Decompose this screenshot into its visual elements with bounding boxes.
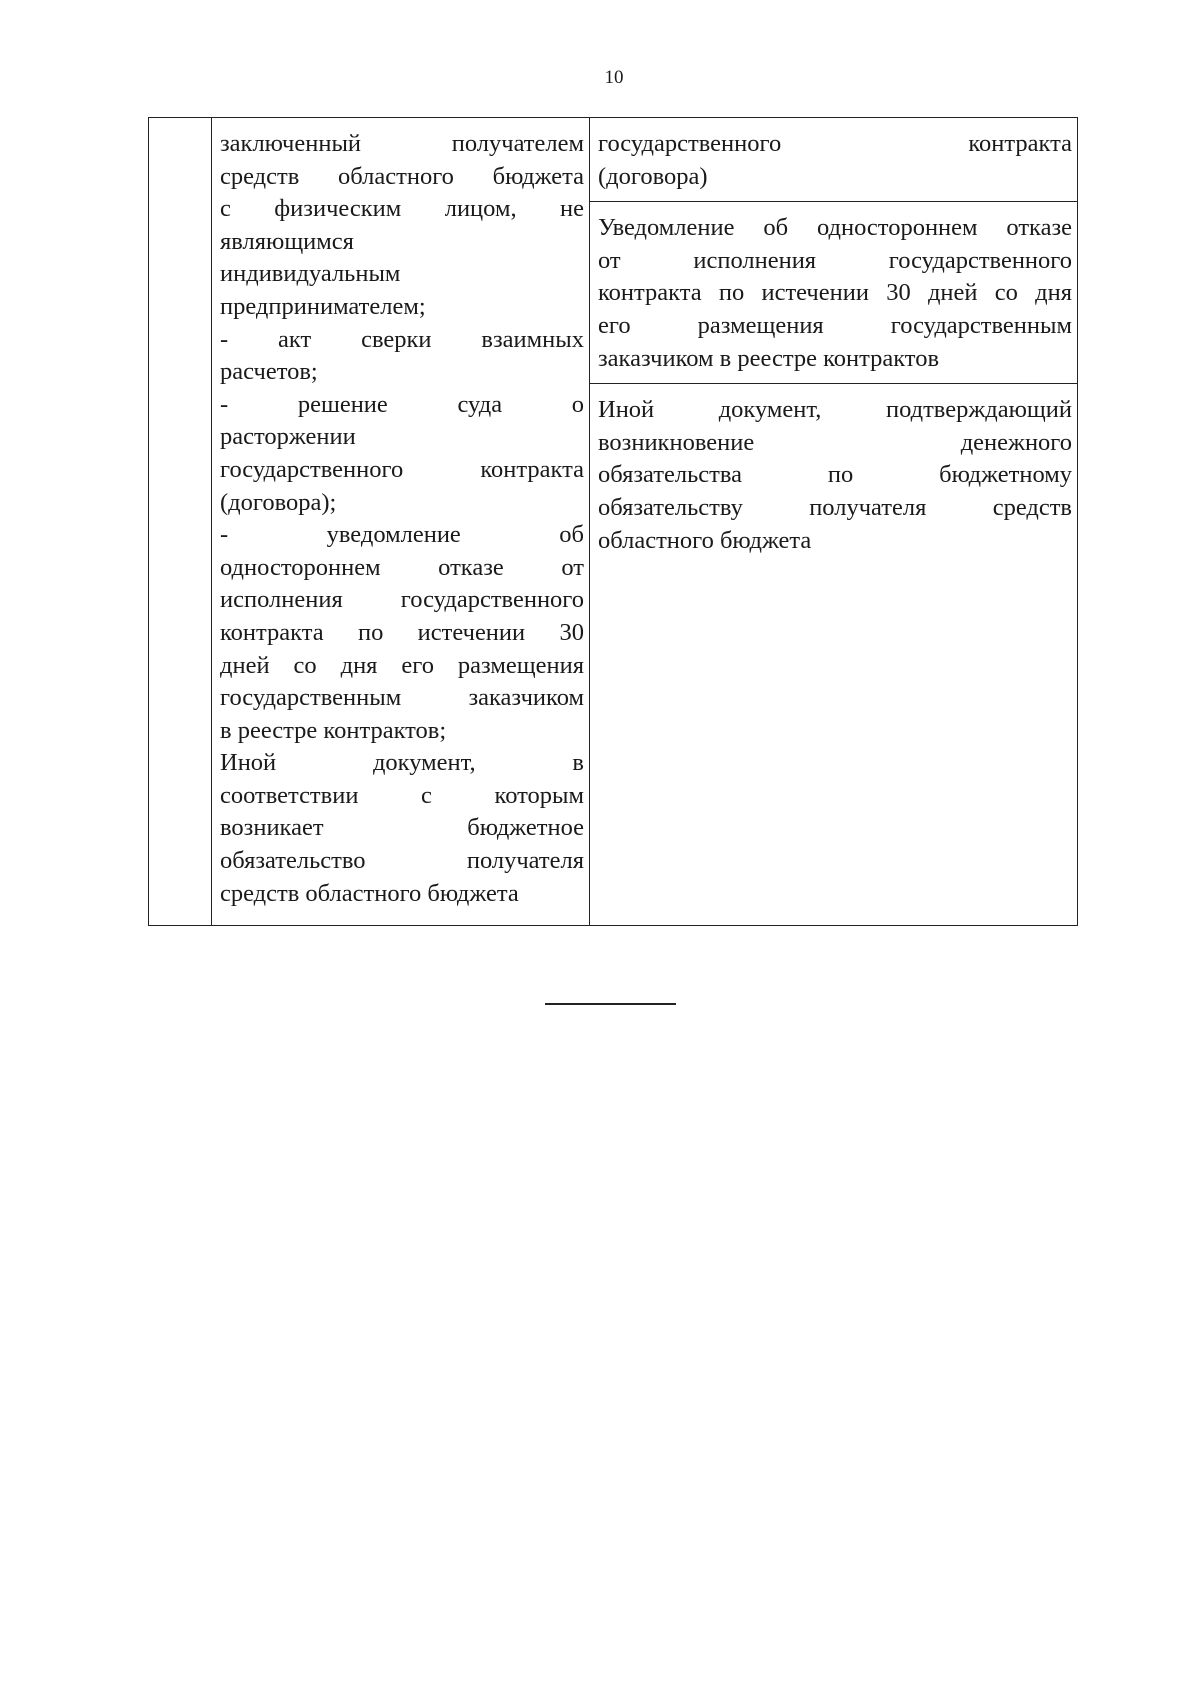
confirming-document-line: (договора) <box>598 162 708 190</box>
confirming-document-line: возникновение денежного <box>598 428 1072 456</box>
table-row <box>149 118 1078 926</box>
basis-document-line: обязательство получателя <box>220 847 584 875</box>
confirming-document-line: заказчиком в реестре контрактов <box>598 344 940 372</box>
confirming-documents-cell <box>590 118 1078 926</box>
basis-document-line: контракта по истечении 30 <box>220 618 584 646</box>
confirming-document-line: государственного контракта <box>598 130 1072 157</box>
confirming-document-line: обязательству получателя средств <box>598 493 1072 521</box>
basis-document-line: соответствии с которым <box>220 781 584 809</box>
basis-document-line: (договора); <box>220 488 337 516</box>
document-table <box>148 117 1078 926</box>
basis-document-line: являющимся <box>220 227 354 255</box>
basis-document-line: дней со дня его размещения <box>220 651 584 679</box>
basis-document-line: возникает бюджетное <box>220 814 584 842</box>
basis-document-line: исполнения государственного <box>220 586 584 614</box>
confirming-document-item <box>590 118 1077 201</box>
basis-document-line: индивидуальным <box>220 260 401 288</box>
confirming-document-line: Иной документ, подтверждающий <box>598 396 1072 424</box>
confirming-document-line: обязательства по бюджетному <box>598 461 1072 489</box>
confirming-documents-list <box>590 118 1077 925</box>
basis-document-line: предпринимателем; <box>220 292 426 320</box>
confirming-document-line: его размещения государственным <box>598 311 1072 339</box>
basis-document-line: расторжении <box>220 423 356 451</box>
basis-document-line: - акт сверки взаимных <box>220 325 584 353</box>
confirming-document-item <box>590 201 1077 383</box>
confirming-document-line: областного бюджета <box>598 526 812 554</box>
confirming-document-line: от исполнения государственного <box>598 246 1072 274</box>
basis-document-line: заключенный получателем <box>220 130 584 157</box>
basis-document-line: Иной документ, в <box>220 749 584 777</box>
basis-document-line: расчетов; <box>220 358 318 386</box>
basis-document-line: государственным заказчиком <box>220 684 584 712</box>
row-number-cell <box>149 118 212 926</box>
basis-document-line: с физическим лицом, не <box>220 195 584 223</box>
basis-documents-text <box>212 118 589 914</box>
basis-document-line: - решение суда о <box>220 390 584 418</box>
basis-document-line: - уведомление об <box>220 521 584 549</box>
end-of-document-rule <box>545 1003 676 1005</box>
basis-document-line: средств областного бюджета <box>220 162 584 190</box>
page-number: 10 <box>604 67 624 88</box>
confirming-document-item <box>590 383 1077 565</box>
basis-documents-cell <box>212 118 590 926</box>
basis-document-line: средств областного бюджета <box>220 879 519 907</box>
basis-document-line: в реестре контрактов; <box>220 716 447 744</box>
basis-document-line: одностороннем отказе от <box>220 553 584 581</box>
confirming-document-line: Уведомление об одностороннем отказе <box>598 214 1072 242</box>
basis-document-line: государственного контракта <box>220 455 584 483</box>
confirming-document-line: контракта по истечении 30 дней со дня <box>598 279 1072 307</box>
